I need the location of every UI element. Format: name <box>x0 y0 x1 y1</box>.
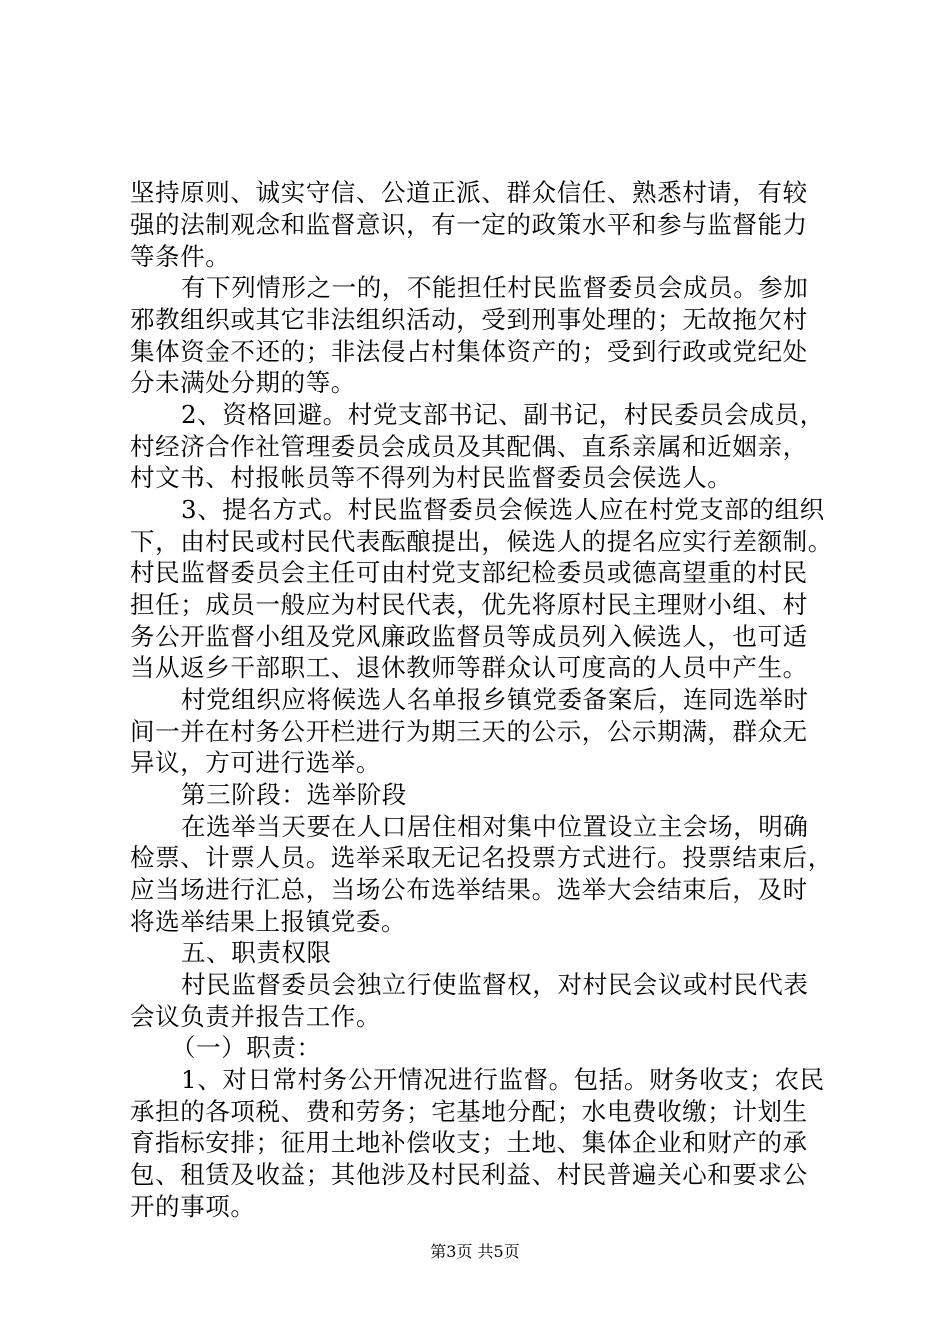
text-line: 将选举结果上报镇党委。 <box>130 907 407 936</box>
text-line: 包、租赁及收益；其他涉及村民利益、村民普遍关心和要求公 <box>130 1160 808 1189</box>
text-line: 在选举当天要在人口居住相对集中位置设立主会场，明确 <box>181 812 809 841</box>
text-line: 会议负责并报告工作。 <box>130 1002 381 1031</box>
text-line: 1、对日常村务公开情况进行监督。包括。财务收支；农民 <box>181 1065 825 1094</box>
text-line: 当从返乡干部职工、退休教师等群众认可度高的人员中产生。 <box>130 653 808 682</box>
text-line: 集体资金不还的；非法侵占村集体资产的；受到行政或党纪处 <box>130 337 808 366</box>
text-line: 村民监督委员会主任可由村党支部纪检委员或德高望重的村民 <box>130 558 808 587</box>
section-heading: （一）职责： <box>171 1033 322 1062</box>
section-heading: 第三阶段：选举阶段 <box>181 780 407 809</box>
text-line: 有下列情形之一的，不能担任村民监督委员会成员。参加 <box>181 273 809 302</box>
section-heading: 五、职责权限 <box>181 938 332 967</box>
page-number-footer: 第3页 共5页 <box>430 1242 520 1261</box>
text-line: 2、资格回避。村党支部书记、副书记，村民委员会成员， <box>181 400 825 429</box>
text-line: 强的法制观念和监督意识，有一定的政策水平和参与监督能力 <box>130 210 808 239</box>
text-line: 村经济合作社管理委员会成员及其配偶、直系亲属和近姻亲， <box>130 432 808 461</box>
text-line: 邪教组织或其它非法组织活动，受到刑事处理的；无故拖欠村 <box>130 305 808 334</box>
text-line: 检票、计票人员。选举采取无记名投票方式进行。投票结束后， <box>130 843 833 872</box>
text-line: 务公开监督小组及党风廉政监督员等成员列入候选人，也可适 <box>130 622 808 651</box>
text-line: 等条件。 <box>130 242 231 271</box>
text-line: 应当场进行汇总，当场公布选举结果。选举大会结束后，及时 <box>130 875 808 904</box>
text-line: 3、提名方式。村民监督委员会候选人应在村党支部的组织 <box>181 495 825 524</box>
text-line: 承担的各项税、费和劳务；宅基地分配；水电费收缴；计划生 <box>130 1097 808 1126</box>
text-line: 间一并在村务公开栏进行为期三天的公示，公示期满，群众无 <box>130 717 808 746</box>
text-line: 开的事项。 <box>130 1192 256 1221</box>
text-line: 坚持原则、诚实守信、公道正派、群众信任、熟悉村请，有较 <box>130 178 808 207</box>
text-line: 分未满处分期的等。 <box>130 368 356 397</box>
text-line: 村文书、村报帐员等不得列为村民监督委员会侯选人。 <box>130 463 733 492</box>
text-line: 村党组织应将候选人名单报乡镇党委备案后，连同选举时 <box>181 685 809 714</box>
text-line: 下，由村民或村民代表酝酿提出，候选人的提名应实行差额制。 <box>130 527 833 556</box>
text-line: 育指标安排；征用土地补偿收支；土地、集体企业和财产的承 <box>130 1128 808 1157</box>
text-line: 担任；成员一般应为村民代表，优先将原村民主理财小组、村 <box>130 590 808 619</box>
text-line: 村民监督委员会独立行使监督权，对村民会议或村民代表 <box>181 970 809 999</box>
text-line: 异议，方可进行选举。 <box>130 748 381 777</box>
